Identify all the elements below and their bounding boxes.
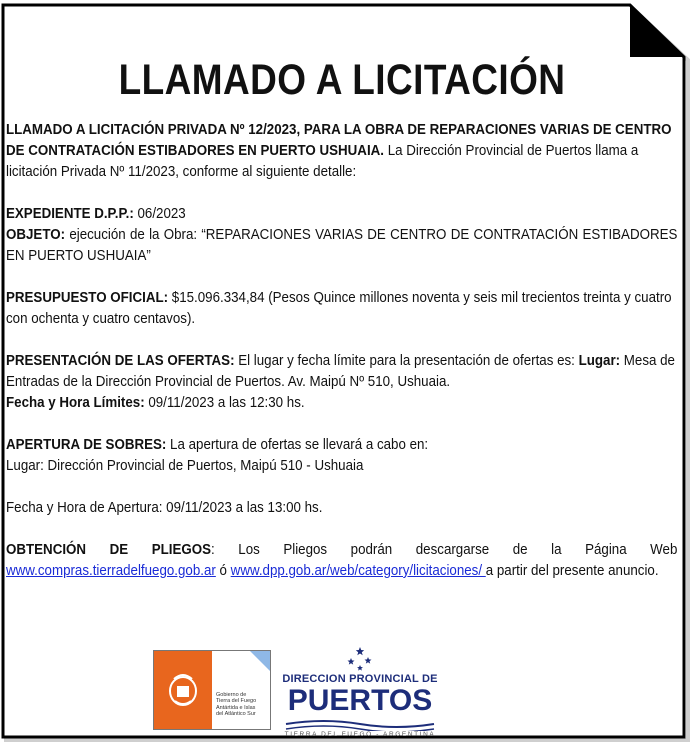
- obtencion-label: OBTENCIÓN DE PLIEGOS: [6, 542, 212, 558]
- apertura-text: La apertura de ofertas se llevará a cabo en:: [166, 437, 429, 453]
- expediente-value: 06/2023: [133, 206, 186, 222]
- puertos-logo-line1: DIRECCION PROVINCIAL DE: [282, 673, 438, 685]
- obtencion-paragraph: [6, 540, 677, 582]
- apertura-line: [6, 435, 677, 456]
- objeto-line: [6, 225, 677, 267]
- compras-link[interactable]: www.compras.tierradelfuego.gob.ar: [6, 563, 216, 579]
- apertura-fecha: Fecha y Hora de Apertura: 09/11/2023 a las 13:00 hs.: [6, 500, 323, 516]
- puertos-logo: [280, 645, 440, 741]
- intro-paragraph: [6, 120, 677, 183]
- fecha-limite-value: 09/11/2023 a las 12:30 hs.: [144, 395, 305, 411]
- apertura-lugar: Lugar: Dirección Provincial de Puertos, Maipú 510 - Ushuaia: [6, 458, 364, 474]
- fecha-limite-label: Fecha y Hora Límites:: [6, 395, 145, 411]
- announcement-body: [6, 46, 678, 582]
- gobierno-logo-text: [216, 692, 270, 718]
- apertura-label: APERTURA DE SOBRES:: [6, 437, 167, 453]
- provincial-seal-icon: [166, 669, 200, 709]
- presupuesto-value: $15.096.334,84 (Pesos Quince millones noventa y seis mil trecientos treinta y cuatro con ochenta y cuatro centavos).: [6, 290, 672, 327]
- expediente-label: EXPEDIENTE D.P.P.:: [6, 206, 134, 222]
- dpp-link[interactable]: www.dpp.gob.ar/web/category/licitaciones/: [230, 563, 486, 579]
- presupuesto-line: [6, 288, 677, 330]
- presentacion-label: PRESENTACIÓN DE LAS OFERTAS:: [6, 353, 235, 369]
- puertos-logo-wordmark: PUERTOS: [287, 684, 433, 717]
- gobierno-line2: Tierra del Fuego: [216, 698, 257, 705]
- lugar-label: Lugar:: [578, 353, 621, 369]
- southern-cross-stars-icon: [280, 645, 440, 675]
- expediente-line: [6, 204, 677, 225]
- waves-icon: [284, 719, 436, 731]
- obtencion-text: : Los Pliegos podrán descargarse de la Página Web: [211, 542, 678, 558]
- gobierno-line4: del Atlántico Sur: [216, 711, 256, 718]
- objeto-value: ejecución de la Obra: “REPARACIONES VARIAS DE CENTRO DE CONTRATACIÓN ESTIBADORES EN PUERTO USHUAIA”: [6, 227, 678, 264]
- gobierno-line1: Gobierno de: [216, 692, 247, 698]
- intro-text: La Dirección Provincial de Puertos llama a licitación Privada Nº 11/2023, conforme al siguiente detalle:: [6, 143, 639, 180]
- puertos-logo-tagline: TIERRA DEL FUEGO - ARGENTINA: [284, 731, 436, 738]
- gobierno-logo: [153, 650, 271, 730]
- presentacion-text: El lugar y fecha límite para la presentación de ofertas es:: [234, 353, 579, 369]
- page-title: LLAMADO A LICITACIÓN: [118, 56, 566, 104]
- presupuesto-label: PRESUPUESTO OFICIAL:: [6, 290, 169, 306]
- objeto-label: OBJETO:: [6, 227, 66, 243]
- obtencion-after: a partir del presente anuncio.: [485, 563, 659, 579]
- presentacion-paragraph: [6, 351, 677, 393]
- gobierno-logo-corner: [250, 651, 270, 671]
- fecha-limite-line: [6, 393, 677, 414]
- lugar-value: Mesa de Entradas de la Dirección Provincial de Puertos. Av. Maipú Nº 510, Ushuaia.: [6, 353, 675, 390]
- obtencion-between: ó: [215, 563, 231, 579]
- intro-bold-lead: LLAMADO A LICITACIÓN PRIVADA Nº 12/2023, PARA LA OBRA DE REPARACIONES VARIAS DE CENTRO DE CONTRATACIÓN ESTIBADORES EN PUERTO USHUAIA.: [6, 122, 672, 159]
- gobierno-line3: Antártida e Islas: [216, 704, 256, 711]
